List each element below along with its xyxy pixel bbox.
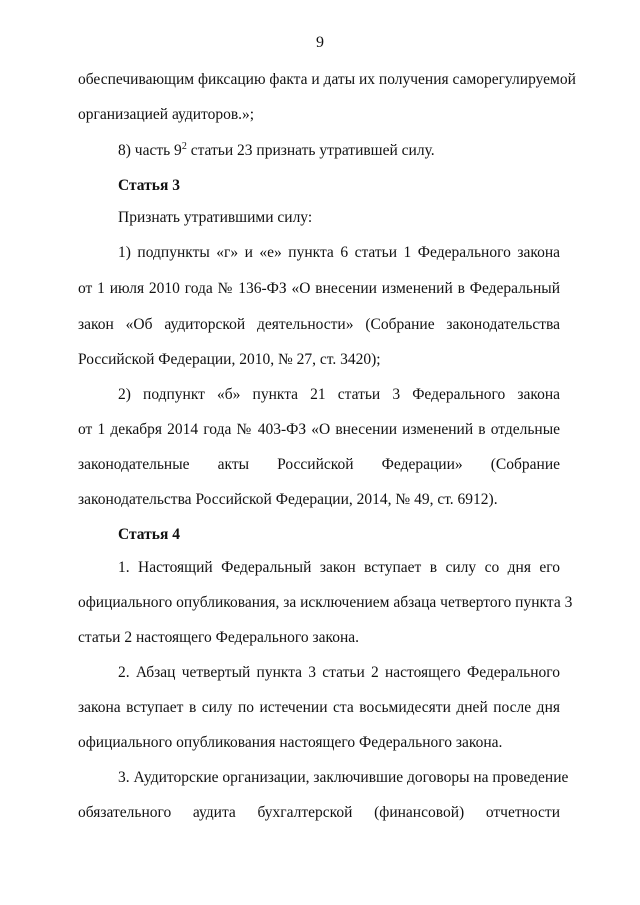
text-line: 1. Настоящий Федеральный закон вступает в силу со дня его (118, 559, 560, 576)
text-line: 3. Аудиторские организации, заключившие договоры на проведение (118, 769, 569, 786)
text-line: 1) подпункты «г» и «е» пункта 6 статьи 1 Федерального закона (118, 244, 560, 261)
text-line: Российской Федерации, 2010, № 27, ст. 3420); (78, 351, 381, 368)
text-line: 2) подпункт «б» пункта 21 статьи 3 Федерального закона (118, 386, 560, 403)
text-line: 2. Абзац четвертый пункта 3 статьи 2 настоящего Федерального (118, 664, 560, 681)
text-fragment: статьи 23 признать утратившей силу. (186, 142, 435, 159)
text-line: законодательные акты Российской Федерации» (Собрание (78, 456, 560, 473)
text-line: официального опубликования настоящего Федерального закона. (78, 734, 503, 751)
text-line: от 1 июля 2010 года № 136-ФЗ «О внесении изменений в Федеральный (78, 280, 560, 297)
text-line: Признать утратившими силу: (118, 209, 313, 226)
page-number: 9 (316, 34, 324, 51)
text-fragment: 8) часть 9 (118, 142, 182, 159)
text-line (118, 141, 560, 161)
text-line: обеспечивающим фиксацию факта и даты их получения саморегулируемой (78, 71, 576, 88)
text-line: обязательного аудита бухгалтерской (финансовой) отчетности (78, 804, 560, 821)
article-heading: Статья 3 (118, 177, 180, 194)
text-line: закона вступает в силу по истечении ста восьмидесяти дней после дня (78, 699, 560, 716)
superscript: 2 (181, 140, 187, 152)
text-line: законодательства Российской Федерации, 2014, № 49, ст. 6912). (78, 491, 498, 508)
text-line: статьи 2 настоящего Федерального закона. (78, 629, 360, 646)
text-line: от 1 декабря 2014 года № 403-ФЗ «О внесении изменений в отдельные (78, 421, 560, 438)
text-line: организацией аудиторов.»; (78, 106, 255, 123)
text-line: официального опубликования, за исключением абзаца четвертого пункта 3 (78, 594, 573, 611)
text-line: закон «Об аудиторской деятельности» (Собрание законодательства (78, 316, 560, 333)
article-heading: Статья 4 (118, 526, 180, 543)
